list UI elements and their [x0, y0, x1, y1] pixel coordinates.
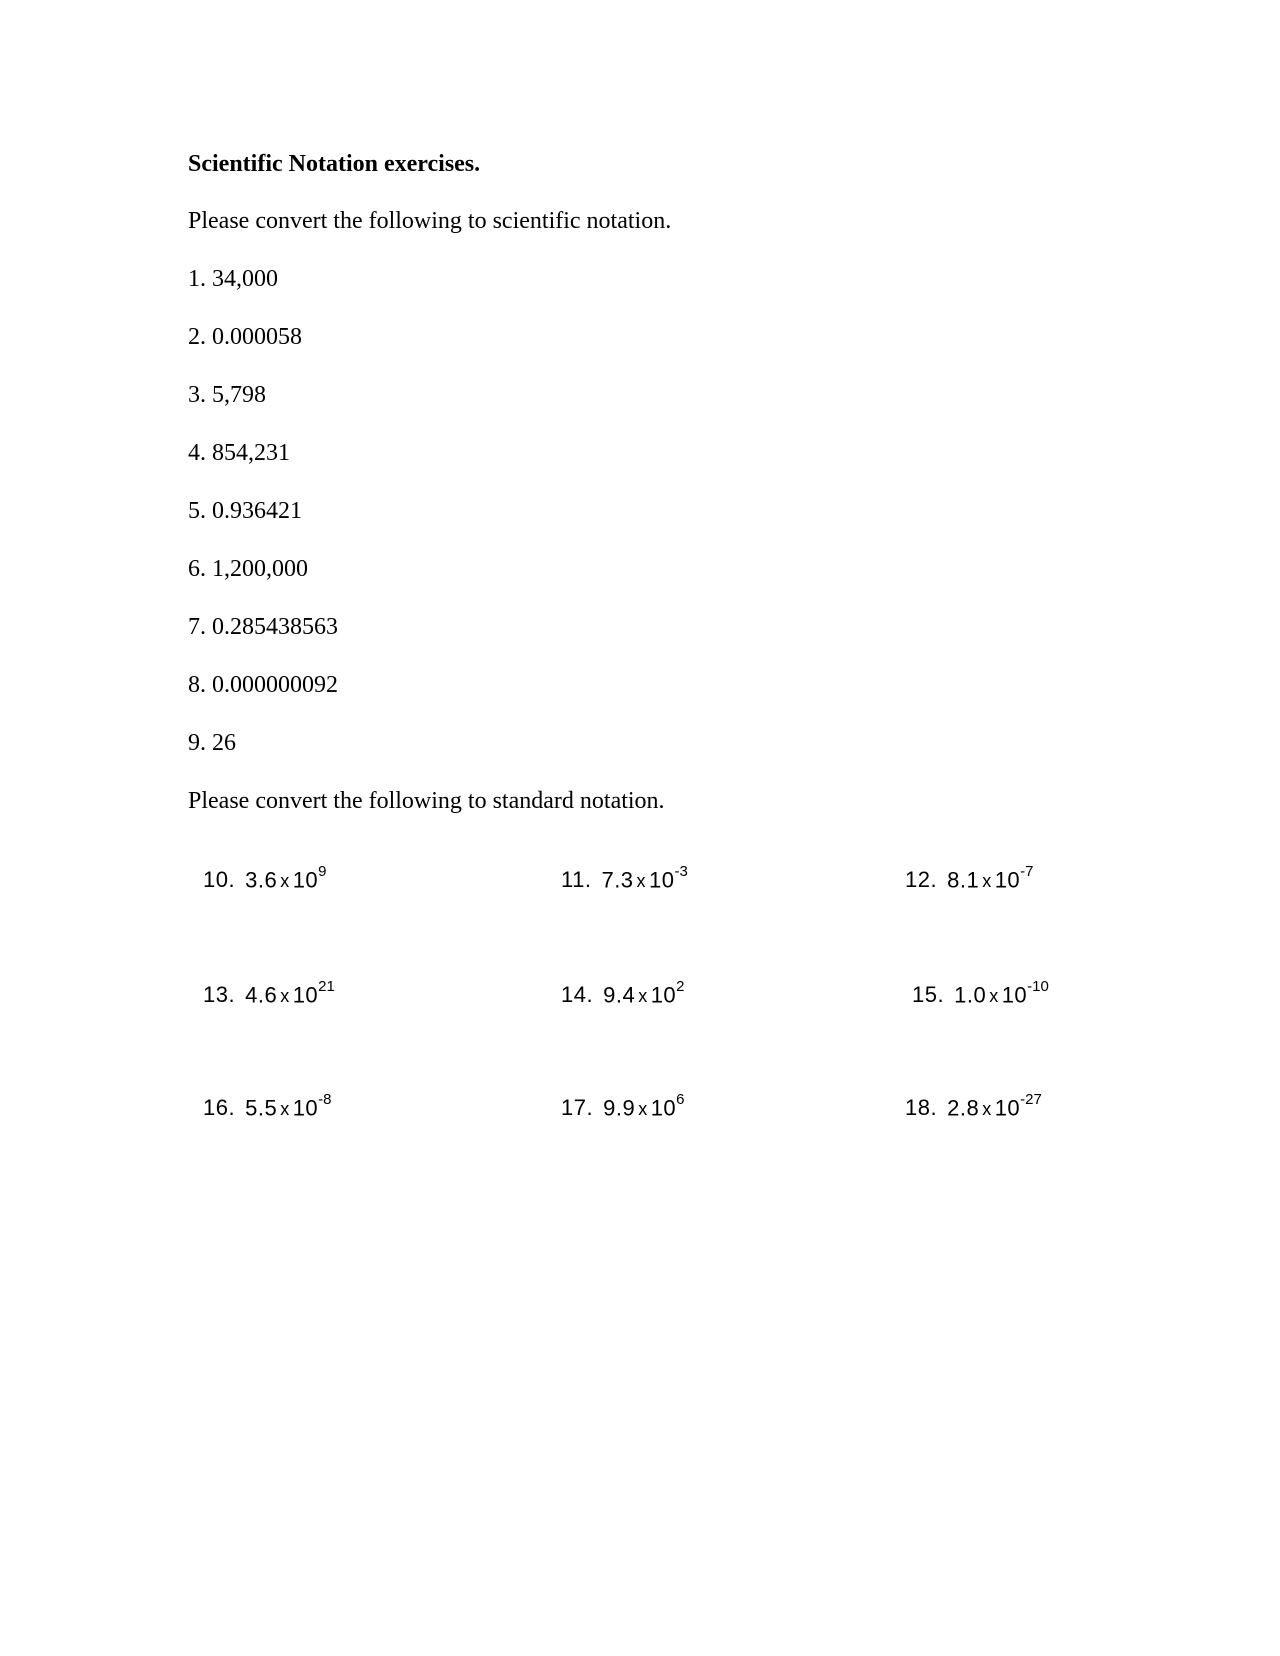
exercise-item: 9. 26 — [188, 730, 236, 756]
coefficient: 2.8 — [947, 1095, 980, 1121]
exponent: -10 — [1027, 978, 1049, 995]
item-number: 10. — [203, 867, 236, 893]
sn-exercise-item — [561, 1089, 685, 1123]
sn-exercise-item — [203, 861, 327, 895]
exercise-item: 7. 0.285438563 — [188, 614, 338, 640]
coefficient: 1.0 — [954, 982, 987, 1008]
exercise-item: 5. 0.936421 — [188, 498, 302, 524]
base: 10 — [649, 867, 675, 893]
exponent: -27 — [1020, 1091, 1042, 1108]
exponent: -7 — [1020, 863, 1034, 880]
exponent: 21 — [318, 978, 335, 995]
exponent: 9 — [318, 863, 327, 880]
exercise-item: 8. 0.000000092 — [188, 672, 338, 698]
item-number: 12. — [905, 867, 938, 893]
base: 10 — [292, 1095, 319, 1121]
times-sign: x — [280, 986, 290, 1007]
coefficient: 4.6 — [245, 982, 278, 1008]
base: 10 — [994, 867, 1021, 893]
item-number: 16. — [203, 1095, 236, 1121]
base: 10 — [994, 1095, 1021, 1121]
item-number: 17. — [561, 1095, 594, 1121]
exponent: -3 — [674, 863, 688, 880]
item-number: 11. — [561, 867, 592, 893]
times-sign: x — [989, 986, 999, 1007]
exercise-item: 3. 5,798 — [188, 382, 266, 408]
sn-exercise-item — [905, 861, 1034, 895]
coefficient: 5.5 — [245, 1095, 278, 1121]
sn-exercise-item — [912, 976, 1049, 1010]
coefficient: 3.6 — [245, 867, 278, 893]
item-number: 18. — [905, 1095, 938, 1121]
section-2-instruction: Please convert the following to standard notation. — [188, 788, 665, 814]
times-sign: x — [280, 1099, 290, 1120]
exponent: 2 — [676, 978, 685, 995]
times-sign: x — [638, 986, 648, 1007]
sn-exercise-item — [203, 976, 335, 1010]
section-1-instruction: Please convert the following to scientific notation. — [188, 208, 672, 234]
base: 10 — [292, 982, 319, 1008]
exercise-item: 6. 1,200,000 — [188, 556, 308, 582]
base: 10 — [650, 1095, 677, 1121]
sn-exercise-item — [203, 1089, 332, 1123]
exercise-item: 2. 0.000058 — [188, 324, 302, 350]
sn-exercise-item — [561, 976, 685, 1010]
times-sign: x — [280, 871, 290, 892]
coefficient: 7.3 — [601, 867, 634, 893]
item-number: 13. — [203, 982, 236, 1008]
sn-exercise-item — [561, 861, 688, 895]
times-sign: x — [982, 871, 992, 892]
exercise-item: 4. 854,231 — [188, 440, 290, 466]
coefficient: 9.9 — [603, 1095, 636, 1121]
item-number: 15. — [912, 982, 945, 1008]
base: 10 — [1001, 982, 1028, 1008]
exponent: -8 — [318, 1091, 332, 1108]
base: 10 — [292, 867, 319, 893]
exponent: 6 — [676, 1091, 685, 1108]
times-sign: x — [636, 871, 647, 892]
coefficient: 9.4 — [603, 982, 636, 1008]
times-sign: x — [982, 1099, 992, 1120]
exercise-item: 1. 34,000 — [188, 266, 278, 292]
document-title: Scientific Notation exercises. — [188, 151, 481, 177]
coefficient: 8.1 — [947, 867, 980, 893]
sn-exercise-item — [905, 1089, 1042, 1123]
base: 10 — [650, 982, 677, 1008]
times-sign: x — [638, 1099, 648, 1120]
item-number: 14. — [561, 982, 594, 1008]
